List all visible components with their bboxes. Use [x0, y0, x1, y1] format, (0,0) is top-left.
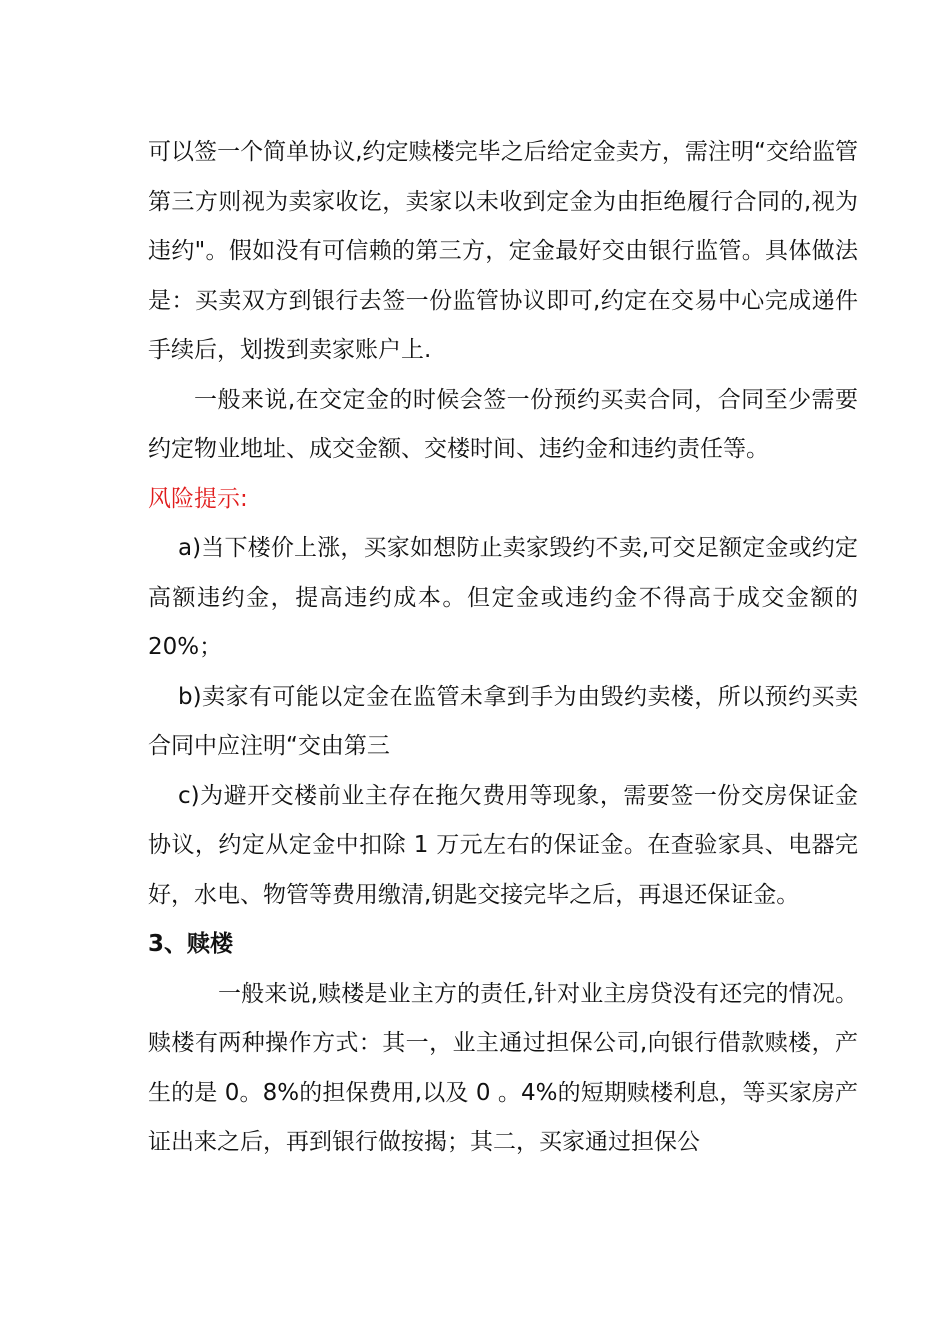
risk-item-c: c)为避开交楼前业主存在拖欠费用等现象，需要签一份交房保证金协议，约定从定金中扣除 1 万元左右的保证金。在查验家具、电器完好，水电、物管等费用缴清,钥匙交接完毕之后，再退还保证金。 — [148, 782, 858, 908]
document-page — [148, 128, 858, 1168]
risk-item-a: a)当下楼价上涨，买家如想防止卖家毁约不卖,可交足额定金或约定高额违约金，提高违约成本。但定金或违约金不得高于成交金额的 20%； — [148, 535, 858, 660]
paragraph-deposit-supervision: 可以签一个简单协议,约定赎楼完毕之后给定金卖方，需注明“交给监管第三方则视为卖家收讫，卖家以未收到定金为由拒绝履行合同的,视为违约"。假如没有可信赖的第三方，定金最好交由银行监管。具体做法是：买卖双方到银行去签一份监管协议即可,约定在交易中心完成递件手续后，划拨到卖家账户上. — [148, 139, 858, 363]
paragraph-reservation-contract: 一般来说,在交定金的时候会签一份预约买卖合同，合同至少需要约定物业地址、成交金额、交楼时间、违约金和违约责任等。 — [148, 386, 858, 462]
section-3-heading: 3、赎楼 — [148, 931, 234, 957]
section-3-paragraph: 一般来说,赎楼是业主方的责任,针对业主房贷没有还完的情况。赎楼有两种操作方式：其一，业主通过担保公司,向银行借款赎楼，产生的是 0。8%的担保费用,以及 0 。4%的短期赎楼利息，等买家房产证出来之后，再到银行做按揭；其二，买家通过担保公 — [148, 980, 858, 1155]
risk-warning-title: 风险提示: — [148, 485, 248, 512]
risk-item-b: b)卖家有可能以定金在监管未拿到手为由毁约卖楼，所以预约买卖合同中应注明“交由第三 — [148, 683, 858, 759]
